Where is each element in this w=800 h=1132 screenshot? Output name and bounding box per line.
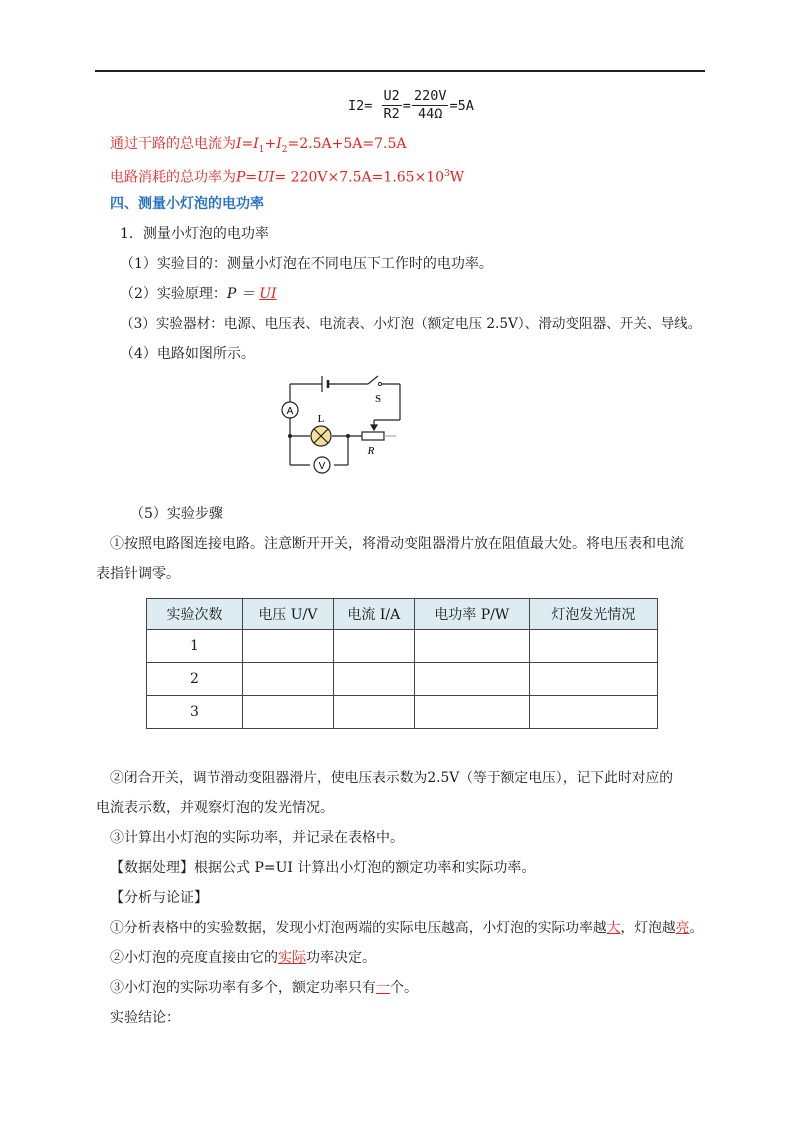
total-current-line [110, 134, 407, 160]
step1-line2: 表指针调零。 [96, 566, 180, 582]
voltage-cell [243, 663, 334, 696]
current-cell [333, 696, 414, 729]
item-circuit: （4）电路如图所示。 [120, 346, 255, 362]
fraction-values [412, 88, 449, 123]
circuit-diagram [272, 372, 422, 488]
analysis3-answer: 一 [376, 980, 390, 996]
trial-number: 2 [147, 663, 243, 696]
analysis1-mid: ，灯泡越 [620, 920, 676, 936]
step2-line1: ②闭合开关，调节滑动变阻器滑片，使电压表示数为2.5V（等于额定电压），记下此时对应的 [110, 770, 674, 786]
current-formula [348, 88, 474, 124]
analysis2-end: 功率决定。 [306, 950, 376, 966]
formula-result: =5A [449, 97, 474, 114]
analysis-item-1 [110, 918, 703, 938]
data-processing: 【数据处理】根据公式 P=UI 计算出小灯泡的额定功率和实际功率。 [110, 860, 536, 876]
fraction-u2-r2 [382, 88, 402, 123]
total-current-prefix: 通过干路的总电流为 [110, 136, 236, 152]
frac2-numerator: 220V [413, 88, 447, 104]
power-cell [414, 663, 529, 696]
principle-answer: UI [259, 286, 277, 302]
item-steps: （5）实验步骤 [130, 506, 223, 522]
total-current-plus: +I [264, 136, 282, 152]
power-cell [414, 630, 529, 663]
table-row [147, 663, 658, 696]
total-power-line [110, 164, 464, 188]
analysis3-end: 个。 [390, 980, 418, 996]
analysis2-prefix: ②小灯泡的亮度直接由它的 [110, 950, 278, 966]
voltage-cell [243, 696, 334, 729]
item-principle [120, 284, 277, 304]
power-exponent: 3 [444, 169, 450, 179]
switch-label: S [374, 393, 382, 405]
current-cell [333, 663, 414, 696]
header-power: 电功率 P/W [414, 599, 529, 630]
brightness-cell [529, 630, 657, 663]
junction-right [346, 434, 350, 438]
item-materials: （3）实验器材：电源、电压表、电流表、小灯泡（额定电压 2.5V）、滑动变阻器、开关、导线。 [120, 316, 702, 332]
current-cell [333, 630, 414, 663]
power-unit: W [449, 169, 465, 186]
voltmeter-label: V [318, 461, 326, 472]
subscript-1: 1 [258, 144, 265, 155]
item-purpose: （1）实验目的：测量小灯泡在不同电压下工作时的电功率。 [120, 256, 493, 272]
analysis1-end: 。 [689, 920, 704, 936]
rheostat-label: R [367, 445, 375, 457]
brightness-cell [529, 663, 657, 696]
trial-number: 3 [147, 696, 243, 729]
subsection-title: 1．测量小灯泡的电功率 [120, 226, 269, 242]
analysis-title: 【分析与论证】 [110, 890, 208, 906]
table-row [147, 630, 658, 663]
formula-equals: = [402, 97, 411, 114]
step1-line1: ①按照电路图连接电路。注意断开开关，将滑动变阻器滑片放在阻值最大处。将电压表和电流 [110, 536, 684, 552]
total-current-value: =2.5A+5A=7.5A [287, 136, 407, 152]
step3: ③计算出小灯泡的实际功率，并记录在表格中。 [110, 830, 404, 846]
analysis1-answer1: 大 [606, 920, 621, 936]
junction-left [288, 434, 292, 438]
data-table [146, 598, 658, 729]
ammeter-label: A [286, 406, 294, 417]
table-row [147, 696, 658, 729]
subscript-2: 2 [281, 144, 288, 155]
brightness-cell [529, 696, 657, 729]
conclusion-label: 实验结论： [110, 1010, 180, 1026]
analysis1-prefix: ①分析表格中的实验数据，发现小灯泡两端的实际电压越高，小灯泡的实际功率越 [110, 920, 607, 936]
switch-contact [378, 382, 381, 385]
trial-number: 1 [147, 630, 243, 663]
formula-lhs: I2= [348, 97, 373, 114]
header-voltage: 电压 U/V [243, 599, 334, 630]
header-current: 电流 I/A [333, 599, 414, 630]
analysis2-answer: 实际 [278, 950, 306, 966]
lamp-label: L [317, 413, 325, 425]
principle-prefix: （2）实验原理： [120, 286, 227, 302]
total-current-formula: I=I [236, 136, 259, 152]
step2-line2: 电流表示数，并观察灯泡的发光情况。 [96, 800, 334, 816]
header-rule [95, 70, 705, 72]
power-cell [414, 696, 529, 729]
analysis3-prefix: ③小灯泡的实际功率有多个，额定功率只有 [110, 980, 376, 996]
header-brightness: 灯泡发光情况 [529, 599, 657, 630]
frac2-denominator: 44Ω [418, 106, 443, 122]
header-trial: 实验次数 [147, 599, 243, 630]
total-power-value: 220V×7.5A=1.65×10 [286, 169, 445, 186]
voltage-cell [243, 630, 334, 663]
total-power-formula: P=UI= [236, 169, 287, 186]
table-header-row [147, 599, 658, 630]
analysis-item-3 [110, 978, 418, 998]
frac1-denominator: R2 [383, 106, 400, 122]
frac1-numerator: U2 [383, 88, 400, 104]
total-power-prefix: 电路消耗的总功率为 [110, 169, 236, 186]
analysis1-answer2: 亮 [675, 920, 690, 936]
analysis-item-2 [110, 948, 376, 968]
principle-formula: P ＝ [226, 286, 255, 302]
section-heading: 四、测量小灯泡的电功率 [110, 196, 264, 212]
